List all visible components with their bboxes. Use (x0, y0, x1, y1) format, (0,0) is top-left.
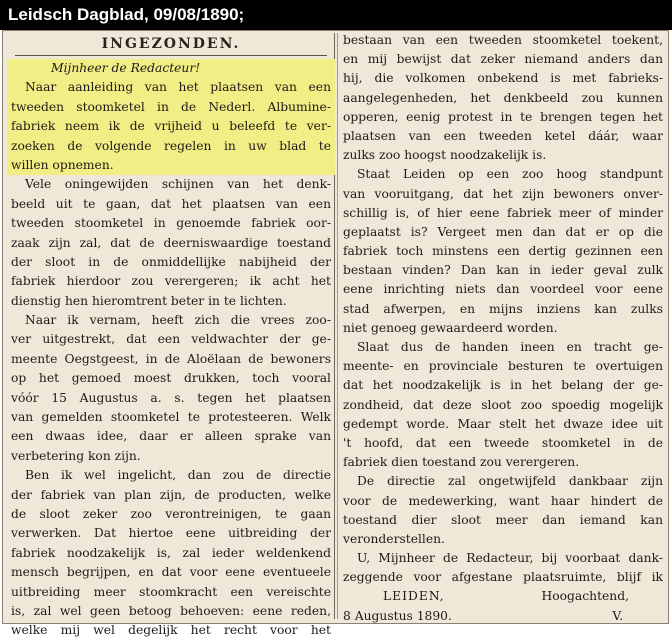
text-line: een dwaas idee, daar er alleen sprake van (11, 429, 331, 444)
text-line: hij, die volkomen onbekend is met fabrieks- (343, 71, 663, 86)
text-line: verbetering kon zijn. (11, 448, 141, 463)
author-initial: V. (612, 608, 623, 623)
text-line: plaatsen van een tweeden ketel dáár, waar (343, 128, 663, 143)
text-line: Slaat dus de handen ineen en tracht ge- (357, 340, 663, 354)
text-line: Staat Leiden op een zoo hoog standpunt (357, 167, 663, 182)
text-line: en mij bewijst dat zeker niemand anders dan (343, 52, 663, 67)
text-line: welke mij wel degelijk het recht voor het (11, 623, 331, 638)
text-line: bestaan van een tweeden stoomketel toekent, (343, 33, 663, 47)
text-line: fabriek hierdoor zou verergeren; ik acht het (11, 274, 331, 289)
text-line: fabriek dien toestand zou verergeren. (343, 455, 580, 470)
text-line: Ben ik wel ingelicht, dan zou de directie (25, 468, 331, 483)
text-line: Vele oningewijden schijnen van het denk- (25, 177, 331, 192)
text-line: Naar ik vernam, heeft zich die vrees zoo- (25, 313, 331, 328)
letter-date: 8 Augustus 1890. (343, 608, 452, 623)
heading-rule (15, 55, 327, 56)
text-line: gedempt worde. Maar stelt het dwaze idee uit (343, 416, 663, 431)
text-line: zaak zijn zal, dat de deerniswaardige toestand (11, 235, 331, 250)
newspaper-clipping (2, 30, 669, 638)
highlighted-passage (7, 59, 335, 175)
text-line: geplaatst is? Vergeet men dan dat er op die (343, 224, 663, 239)
text-line: der sloot in de onmiddellijke nabijheid der (11, 254, 331, 269)
text-line: meente Oegstgeest, in de Aloëlaan de bewoners (11, 351, 331, 366)
text-line: van vooruitgang, dat het zijn bewoners onver- (343, 186, 663, 201)
text-line: U, Mijnheer de Redacteur, bij voorbaat dank- (357, 551, 663, 566)
text-line: eene inrichting niets dan voordeel voor eene (343, 282, 663, 297)
text-line: willen opnemen. (11, 157, 114, 172)
text-line: van gemelden stoomketel te protesteeren. Welk (11, 410, 331, 425)
right-column (343, 31, 663, 623)
text-line: niet genoeg gewaardeerd worden. (343, 320, 558, 335)
text-line: voor de medewerking, want haar hindert de (343, 493, 663, 508)
text-line: zoeken de volgende regelen in uw blad te (11, 138, 331, 153)
text-line: ver uitgestrekt, dat een veldwachter der ge- (11, 332, 331, 347)
text-line: der fabriek van plan zijn, de producten, welke (11, 487, 331, 502)
text-line: toestand dier sloot meer dan iemand kan (343, 512, 663, 527)
text-line: tweeden stoomketel in de Nederl. Albumine- (11, 99, 331, 114)
text-line: meente- en provinciale besturen te overtuigen (343, 359, 663, 374)
text-line: verwerken. Dat hiertoe eene uitbreiding der (11, 526, 331, 541)
text-line: mensch begrijpen, en dat voor eene eventueele (11, 565, 331, 580)
article-heading: INGEZONDEN. (101, 36, 241, 52)
text-line: tweeden stoomketel in genoemde fabriek oor- (11, 216, 331, 231)
text-line: vóór 15 Augustus a. s. tegen het plaatsen (11, 390, 331, 405)
salutation: Mijnheer de Redacteur! (51, 61, 201, 75)
text-line: op het gemoed moest drukken, toch vooral (11, 371, 331, 386)
text-line: de sloot zeker zoo verontreinigen, te gaan (11, 506, 331, 521)
text-line: schillig is, of hier eene fabriek meer of minder (343, 205, 663, 220)
text-line: zulks zoo hoogst noodzakelijk is. (343, 148, 547, 163)
source-title: Leidsch Dagblad, 09/08/1890; (8, 5, 245, 24)
text-line: beeld uit te gaan, dat het plaatsen van een (11, 196, 331, 211)
text-line: fabriek noodzakelijk is, zal ieder weldenkend (11, 545, 331, 560)
signature-closing: Hoogachtend, (541, 589, 629, 604)
signature-place: LEIDEN, (383, 589, 445, 604)
text-line: 't hoofd, dat een tweede stoomketel in de (343, 435, 663, 450)
column-divider-secondary (337, 33, 338, 619)
text-line: aangelegenheden, het denkbeeld zou kunnen (343, 90, 663, 105)
date-line (343, 607, 663, 626)
text-line: De directie zal ongetwijfeld dankbaar zijn (357, 474, 663, 489)
text-line: Naar aanleiding van het plaatsen van een (25, 80, 331, 95)
text-line: stad afwerpen, en mijns inziens kan zulks (343, 301, 663, 316)
text-line: zondheid, dat deze sloot zoo spoedig mogelijk (343, 397, 663, 412)
source-header (0, 0, 672, 30)
text-line: is, zal wel geen betoog behoeven: eene reden, (11, 603, 331, 618)
text-line: fabriek neem ik de vrijheid u beleefd te ver- (11, 119, 331, 134)
signature-line (343, 587, 663, 606)
text-line: dienstig hen hieromtrent beter in te lichten. (11, 293, 287, 308)
text-line: zeggende voor afgestane plaatsruimte, blijf ik (343, 570, 663, 585)
left-column (11, 31, 331, 638)
text-line: uitbreiding meer stoomkracht een vereischte (11, 584, 331, 599)
text-line: veronderstellen. (343, 531, 445, 546)
text-line: dat het noodzakelijk is in het belang der ge- (343, 378, 663, 393)
text-line: fabriek toch minstens een dertig gezinnen een (343, 244, 663, 259)
text-line: opperen, eenig protest in te brengen tegen het (343, 109, 663, 124)
text-line: bestaan vinden? Dan kan in ieder geval zulk (343, 263, 663, 278)
